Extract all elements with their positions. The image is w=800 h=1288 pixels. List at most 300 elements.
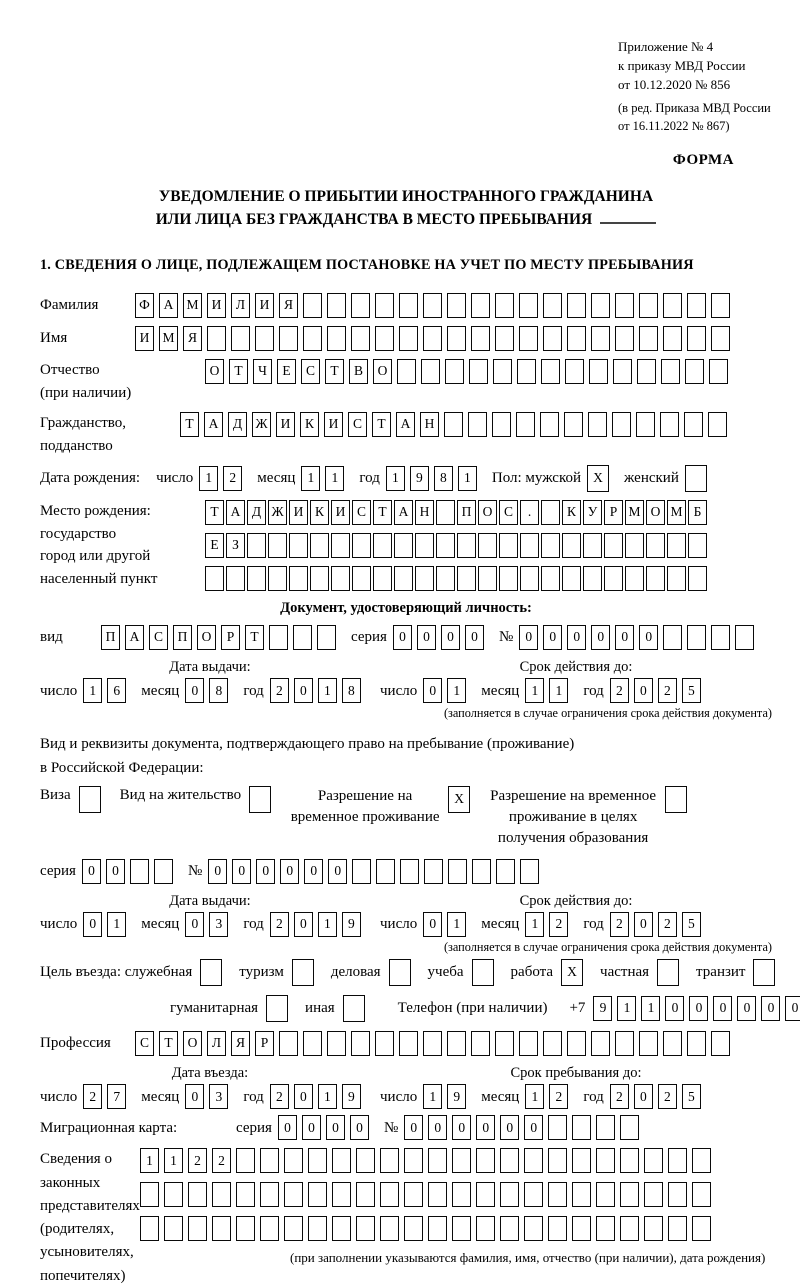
char-cell[interactable]: [457, 533, 476, 558]
char-cell[interactable]: 0: [106, 859, 125, 884]
char-cell[interactable]: [572, 1182, 591, 1207]
char-cell[interactable]: 6: [107, 678, 126, 703]
char-cell[interactable]: [588, 412, 607, 437]
char-cell[interactable]: И: [207, 293, 226, 318]
char-cell[interactable]: 1: [447, 678, 466, 703]
char-cell[interactable]: 0: [82, 859, 101, 884]
char-cell[interactable]: 2: [610, 1084, 629, 1109]
char-cell[interactable]: [397, 359, 416, 384]
char-cell[interactable]: [524, 1216, 543, 1241]
char-cell[interactable]: [327, 1031, 346, 1056]
char-cell[interactable]: [380, 1216, 399, 1241]
char-cell[interactable]: 7: [107, 1084, 126, 1109]
char-cell[interactable]: Л: [231, 293, 250, 318]
char-cell[interactable]: 2: [270, 1084, 289, 1109]
char-cell[interactable]: 0: [350, 1115, 369, 1140]
char-cell[interactable]: [375, 1031, 394, 1056]
char-cell[interactable]: [436, 500, 455, 525]
char-cell[interactable]: [389, 959, 411, 986]
char-cell[interactable]: 1: [458, 466, 477, 491]
char-cell[interactable]: 1: [525, 1084, 544, 1109]
char-cell[interactable]: [663, 293, 682, 318]
char-cell[interactable]: [284, 1216, 303, 1241]
char-cell[interactable]: [668, 1216, 687, 1241]
char-cell[interactable]: [351, 1031, 370, 1056]
char-cell[interactable]: 0: [417, 625, 436, 650]
char-cell[interactable]: [332, 1182, 351, 1207]
char-cell[interactable]: 0: [185, 678, 204, 703]
char-cell[interactable]: [493, 359, 512, 384]
char-cell[interactable]: [164, 1216, 183, 1241]
char-cell[interactable]: 9: [342, 912, 361, 937]
char-cell[interactable]: 1: [164, 1148, 183, 1173]
char-cell[interactable]: 1: [199, 466, 218, 491]
char-cell[interactable]: [604, 566, 623, 591]
char-cell[interactable]: [711, 1031, 730, 1056]
char-cell[interactable]: [667, 566, 686, 591]
char-cell[interactable]: [520, 533, 539, 558]
char-cell[interactable]: Н: [420, 412, 439, 437]
char-cell[interactable]: [663, 326, 682, 351]
char-cell[interactable]: [567, 293, 586, 318]
char-cell[interactable]: [476, 1148, 495, 1173]
char-cell[interactable]: [499, 566, 518, 591]
char-cell[interactable]: [260, 1182, 279, 1207]
char-cell[interactable]: [424, 859, 443, 884]
char-cell[interactable]: 0: [232, 859, 251, 884]
char-cell[interactable]: Р: [221, 625, 240, 650]
char-cell[interactable]: 0: [543, 625, 562, 650]
char-cell[interactable]: А: [394, 500, 413, 525]
char-cell[interactable]: 0: [500, 1115, 519, 1140]
char-cell[interactable]: С: [499, 500, 518, 525]
char-cell[interactable]: О: [646, 500, 665, 525]
char-cell[interactable]: Р: [604, 500, 623, 525]
char-cell[interactable]: Ж: [268, 500, 287, 525]
char-cell[interactable]: [519, 293, 538, 318]
char-cell[interactable]: [639, 1031, 658, 1056]
char-cell[interactable]: [394, 566, 413, 591]
char-cell[interactable]: [308, 1148, 327, 1173]
char-cell[interactable]: [692, 1216, 711, 1241]
char-cell[interactable]: [646, 566, 665, 591]
char-cell[interactable]: [471, 326, 490, 351]
char-cell[interactable]: 0: [465, 625, 484, 650]
char-cell[interactable]: [436, 566, 455, 591]
char-cell[interactable]: [668, 1182, 687, 1207]
char-cell[interactable]: [665, 786, 687, 813]
char-cell[interactable]: 0: [634, 1084, 653, 1109]
char-cell[interactable]: 2: [658, 1084, 677, 1109]
char-cell[interactable]: 2: [658, 912, 677, 937]
char-cell[interactable]: [212, 1182, 231, 1207]
char-cell[interactable]: [373, 566, 392, 591]
char-cell[interactable]: X: [587, 465, 609, 492]
char-cell[interactable]: Я: [183, 326, 202, 351]
char-cell[interactable]: [540, 412, 559, 437]
char-cell[interactable]: 0: [476, 1115, 495, 1140]
char-cell[interactable]: [423, 326, 442, 351]
char-cell[interactable]: А: [226, 500, 245, 525]
char-cell[interactable]: [625, 566, 644, 591]
char-cell[interactable]: [380, 1182, 399, 1207]
char-cell[interactable]: [519, 326, 538, 351]
char-cell[interactable]: 1: [386, 466, 405, 491]
char-cell[interactable]: [685, 465, 707, 492]
char-cell[interactable]: [327, 293, 346, 318]
char-cell[interactable]: [154, 859, 173, 884]
char-cell[interactable]: [351, 326, 370, 351]
char-cell[interactable]: [447, 293, 466, 318]
char-cell[interactable]: [231, 326, 250, 351]
char-cell[interactable]: [212, 1216, 231, 1241]
char-cell[interactable]: .: [520, 500, 539, 525]
char-cell[interactable]: [428, 1182, 447, 1207]
char-cell[interactable]: [492, 412, 511, 437]
char-cell[interactable]: [548, 1182, 567, 1207]
char-cell[interactable]: 5: [682, 678, 701, 703]
char-cell[interactable]: [541, 566, 560, 591]
char-cell[interactable]: [292, 959, 314, 986]
char-cell[interactable]: [399, 1031, 418, 1056]
char-cell[interactable]: 1: [318, 1084, 337, 1109]
char-cell[interactable]: [572, 1216, 591, 1241]
char-cell[interactable]: Т: [373, 500, 392, 525]
char-cell[interactable]: К: [300, 412, 319, 437]
char-cell[interactable]: [500, 1216, 519, 1241]
char-cell[interactable]: [660, 412, 679, 437]
char-cell[interactable]: Л: [207, 1031, 226, 1056]
char-cell[interactable]: [332, 1148, 351, 1173]
char-cell[interactable]: С: [149, 625, 168, 650]
char-cell[interactable]: Т: [325, 359, 344, 384]
char-cell[interactable]: К: [310, 500, 329, 525]
char-cell[interactable]: [516, 412, 535, 437]
char-cell[interactable]: [572, 1115, 591, 1140]
char-cell[interactable]: [400, 859, 419, 884]
char-cell[interactable]: 0: [452, 1115, 471, 1140]
char-cell[interactable]: [207, 326, 226, 351]
char-cell[interactable]: [188, 1182, 207, 1207]
char-cell[interactable]: Д: [247, 500, 266, 525]
char-cell[interactable]: 1: [549, 678, 568, 703]
char-cell[interactable]: [478, 533, 497, 558]
char-cell[interactable]: [500, 1182, 519, 1207]
char-cell[interactable]: [428, 1148, 447, 1173]
char-cell[interactable]: [548, 1216, 567, 1241]
char-cell[interactable]: [620, 1182, 639, 1207]
char-cell[interactable]: [399, 293, 418, 318]
char-cell[interactable]: 0: [208, 859, 227, 884]
char-cell[interactable]: [583, 566, 602, 591]
char-cell[interactable]: П: [457, 500, 476, 525]
char-cell[interactable]: [289, 566, 308, 591]
char-cell[interactable]: [236, 1182, 255, 1207]
char-cell[interactable]: [356, 1148, 375, 1173]
char-cell[interactable]: 0: [519, 625, 538, 650]
char-cell[interactable]: Ч: [253, 359, 272, 384]
char-cell[interactable]: [352, 533, 371, 558]
char-cell[interactable]: [637, 359, 656, 384]
char-cell[interactable]: [140, 1216, 159, 1241]
char-cell[interactable]: [289, 533, 308, 558]
char-cell[interactable]: 1: [301, 466, 320, 491]
char-cell[interactable]: 0: [185, 912, 204, 937]
char-cell[interactable]: [478, 566, 497, 591]
char-cell[interactable]: [469, 359, 488, 384]
char-cell[interactable]: [415, 533, 434, 558]
char-cell[interactable]: [421, 359, 440, 384]
char-cell[interactable]: [519, 1031, 538, 1056]
char-cell[interactable]: 0: [302, 1115, 321, 1140]
char-cell[interactable]: [293, 625, 312, 650]
char-cell[interactable]: [711, 293, 730, 318]
char-cell[interactable]: [620, 1216, 639, 1241]
char-cell[interactable]: [644, 1182, 663, 1207]
char-cell[interactable]: [541, 533, 560, 558]
char-cell[interactable]: 0: [713, 996, 732, 1021]
char-cell[interactable]: [620, 1115, 639, 1140]
char-cell[interactable]: [520, 859, 539, 884]
char-cell[interactable]: 0: [393, 625, 412, 650]
char-cell[interactable]: [625, 533, 644, 558]
char-cell[interactable]: 2: [610, 678, 629, 703]
char-cell[interactable]: 5: [682, 1084, 701, 1109]
char-cell[interactable]: О: [478, 500, 497, 525]
char-cell[interactable]: [380, 1148, 399, 1173]
char-cell[interactable]: [476, 1216, 495, 1241]
char-cell[interactable]: [615, 1031, 634, 1056]
char-cell[interactable]: [428, 1216, 447, 1241]
char-cell[interactable]: 1: [325, 466, 344, 491]
char-cell[interactable]: 9: [593, 996, 612, 1021]
char-cell[interactable]: [303, 293, 322, 318]
char-cell[interactable]: П: [101, 625, 120, 650]
char-cell[interactable]: [423, 293, 442, 318]
char-cell[interactable]: 0: [524, 1115, 543, 1140]
char-cell[interactable]: [711, 625, 730, 650]
char-cell[interactable]: [472, 959, 494, 986]
char-cell[interactable]: [394, 533, 413, 558]
char-cell[interactable]: 2: [658, 678, 677, 703]
char-cell[interactable]: С: [301, 359, 320, 384]
char-cell[interactable]: 0: [278, 1115, 297, 1140]
char-cell[interactable]: [688, 566, 707, 591]
char-cell[interactable]: [562, 533, 581, 558]
char-cell[interactable]: 0: [294, 678, 313, 703]
char-cell[interactable]: [663, 625, 682, 650]
char-cell[interactable]: [303, 326, 322, 351]
char-cell[interactable]: [667, 533, 686, 558]
char-cell[interactable]: [260, 1216, 279, 1241]
char-cell[interactable]: 0: [737, 996, 756, 1021]
char-cell[interactable]: 0: [567, 625, 586, 650]
char-cell[interactable]: [310, 566, 329, 591]
char-cell[interactable]: [517, 359, 536, 384]
char-cell[interactable]: [164, 1182, 183, 1207]
char-cell[interactable]: [668, 1148, 687, 1173]
char-cell[interactable]: [468, 412, 487, 437]
char-cell[interactable]: [548, 1148, 567, 1173]
char-cell[interactable]: [541, 359, 560, 384]
char-cell[interactable]: [735, 625, 754, 650]
char-cell[interactable]: [564, 412, 583, 437]
char-cell[interactable]: [692, 1182, 711, 1207]
char-cell[interactable]: 0: [761, 996, 780, 1021]
char-cell[interactable]: М: [183, 293, 202, 318]
char-cell[interactable]: 1: [525, 912, 544, 937]
char-cell[interactable]: [332, 1216, 351, 1241]
char-cell[interactable]: 0: [428, 1115, 447, 1140]
char-cell[interactable]: [356, 1182, 375, 1207]
char-cell[interactable]: [445, 359, 464, 384]
char-cell[interactable]: [596, 1148, 615, 1173]
char-cell[interactable]: [457, 566, 476, 591]
char-cell[interactable]: [375, 326, 394, 351]
char-cell[interactable]: [639, 326, 658, 351]
char-cell[interactable]: Т: [180, 412, 199, 437]
char-cell[interactable]: 2: [549, 912, 568, 937]
char-cell[interactable]: [404, 1216, 423, 1241]
char-cell[interactable]: 0: [634, 912, 653, 937]
char-cell[interactable]: [375, 293, 394, 318]
char-cell[interactable]: [596, 1182, 615, 1207]
char-cell[interactable]: 2: [270, 912, 289, 937]
char-cell[interactable]: [688, 533, 707, 558]
char-cell[interactable]: [373, 533, 392, 558]
char-cell[interactable]: [327, 326, 346, 351]
char-cell[interactable]: [496, 859, 515, 884]
char-cell[interactable]: Е: [277, 359, 296, 384]
char-cell[interactable]: [687, 326, 706, 351]
char-cell[interactable]: 8: [434, 466, 453, 491]
char-cell[interactable]: 1: [617, 996, 636, 1021]
char-cell[interactable]: О: [205, 359, 224, 384]
char-cell[interactable]: М: [625, 500, 644, 525]
char-cell[interactable]: [636, 412, 655, 437]
char-cell[interactable]: [495, 293, 514, 318]
char-cell[interactable]: Т: [159, 1031, 178, 1056]
char-cell[interactable]: [663, 1031, 682, 1056]
char-cell[interactable]: [692, 1148, 711, 1173]
char-cell[interactable]: К: [562, 500, 581, 525]
char-cell[interactable]: А: [204, 412, 223, 437]
char-cell[interactable]: 0: [83, 912, 102, 937]
char-cell[interactable]: [567, 1031, 586, 1056]
char-cell[interactable]: 1: [318, 678, 337, 703]
char-cell[interactable]: М: [159, 326, 178, 351]
char-cell[interactable]: А: [159, 293, 178, 318]
char-cell[interactable]: [188, 1216, 207, 1241]
char-cell[interactable]: 3: [209, 912, 228, 937]
char-cell[interactable]: [639, 293, 658, 318]
char-cell[interactable]: Б: [688, 500, 707, 525]
char-cell[interactable]: С: [348, 412, 367, 437]
char-cell[interactable]: [596, 1115, 615, 1140]
char-cell[interactable]: [646, 533, 665, 558]
char-cell[interactable]: [543, 293, 562, 318]
char-cell[interactable]: [753, 959, 775, 986]
char-cell[interactable]: Р: [255, 1031, 274, 1056]
char-cell[interactable]: С: [352, 500, 371, 525]
char-cell[interactable]: А: [125, 625, 144, 650]
char-cell[interactable]: [260, 1148, 279, 1173]
char-cell[interactable]: И: [276, 412, 295, 437]
char-cell[interactable]: 9: [410, 466, 429, 491]
char-cell[interactable]: [684, 412, 703, 437]
char-cell[interactable]: С: [135, 1031, 154, 1056]
char-cell[interactable]: 9: [447, 1084, 466, 1109]
char-cell[interactable]: [249, 786, 271, 813]
char-cell[interactable]: [140, 1182, 159, 1207]
char-cell[interactable]: 0: [615, 625, 634, 650]
char-cell[interactable]: А: [396, 412, 415, 437]
char-cell[interactable]: 2: [188, 1148, 207, 1173]
char-cell[interactable]: 1: [641, 996, 660, 1021]
char-cell[interactable]: X: [448, 786, 470, 813]
char-cell[interactable]: 2: [270, 678, 289, 703]
char-cell[interactable]: 0: [280, 859, 299, 884]
char-cell[interactable]: [247, 566, 266, 591]
char-cell[interactable]: О: [197, 625, 216, 650]
char-cell[interactable]: [604, 533, 623, 558]
char-cell[interactable]: [205, 566, 224, 591]
char-cell[interactable]: Я: [279, 293, 298, 318]
char-cell[interactable]: [436, 533, 455, 558]
char-cell[interactable]: [236, 1148, 255, 1173]
char-cell[interactable]: [615, 293, 634, 318]
char-cell[interactable]: 9: [342, 1084, 361, 1109]
char-cell[interactable]: В: [349, 359, 368, 384]
char-cell[interactable]: Ж: [252, 412, 271, 437]
char-cell[interactable]: И: [135, 326, 154, 351]
char-cell[interactable]: [476, 1182, 495, 1207]
char-cell[interactable]: [317, 625, 336, 650]
char-cell[interactable]: [548, 1115, 567, 1140]
char-cell[interactable]: [520, 566, 539, 591]
char-cell[interactable]: 0: [256, 859, 275, 884]
char-cell[interactable]: [657, 959, 679, 986]
char-cell[interactable]: [236, 1216, 255, 1241]
char-cell[interactable]: И: [289, 500, 308, 525]
char-cell[interactable]: [351, 293, 370, 318]
char-cell[interactable]: 2: [212, 1148, 231, 1173]
char-cell[interactable]: [685, 359, 704, 384]
char-cell[interactable]: [303, 1031, 322, 1056]
char-cell[interactable]: 5: [682, 912, 701, 937]
char-cell[interactable]: 0: [326, 1115, 345, 1140]
char-cell[interactable]: [255, 326, 274, 351]
char-cell[interactable]: [452, 1148, 471, 1173]
char-cell[interactable]: [541, 500, 560, 525]
char-cell[interactable]: Ф: [135, 293, 154, 318]
char-cell[interactable]: [226, 566, 245, 591]
char-cell[interactable]: [687, 293, 706, 318]
char-cell[interactable]: [447, 326, 466, 351]
char-cell[interactable]: [268, 566, 287, 591]
char-cell[interactable]: [331, 566, 350, 591]
char-cell[interactable]: [565, 359, 584, 384]
char-cell[interactable]: [356, 1216, 375, 1241]
char-cell[interactable]: [572, 1148, 591, 1173]
char-cell[interactable]: 1: [107, 912, 126, 937]
char-cell[interactable]: [284, 1148, 303, 1173]
char-cell[interactable]: [376, 859, 395, 884]
char-cell[interactable]: О: [183, 1031, 202, 1056]
char-cell[interactable]: [495, 326, 514, 351]
char-cell[interactable]: У: [583, 500, 602, 525]
char-cell[interactable]: 1: [83, 678, 102, 703]
